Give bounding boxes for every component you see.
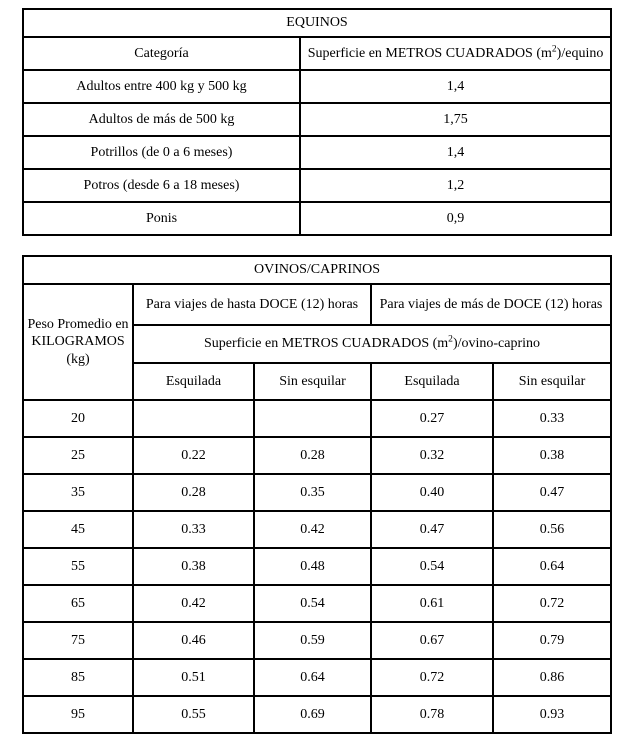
- table-row: [23, 585, 611, 622]
- value-cell: 0.54: [254, 585, 371, 622]
- table-row: [23, 37, 611, 70]
- table-row: [23, 256, 611, 284]
- weight-cell: 45: [23, 511, 133, 548]
- value-cell: 0.38: [133, 548, 254, 585]
- value-cell: 0.54: [371, 548, 493, 585]
- value-cell: 0.69: [254, 696, 371, 733]
- value-cell: 0.32: [371, 437, 493, 474]
- value-cell: 0.27: [371, 400, 493, 437]
- table-row: [23, 136, 611, 169]
- category-cell: Potros (desde 6 a 18 meses): [23, 169, 300, 202]
- equinos-title: EQUINOS: [23, 9, 611, 37]
- surface-cell: 1,2: [300, 169, 611, 202]
- table-row: [23, 103, 611, 136]
- equinos-table: [22, 8, 612, 236]
- weight-cell: 95: [23, 696, 133, 733]
- value-cell: 0.35: [254, 474, 371, 511]
- value-cell: 0.64: [493, 548, 611, 585]
- value-cell: 0.51: [133, 659, 254, 696]
- surface-header-superscript: 2: [448, 334, 453, 345]
- sheared-header-long-cell: Esquilada: [371, 363, 493, 400]
- surface-header-suffix: )/equino: [556, 45, 604, 61]
- value-cell: 0.55: [133, 696, 254, 733]
- category-cell: Ponis: [23, 202, 300, 235]
- surface-header-text: Superficie en METROS CUADRADOS (m: [307, 45, 552, 61]
- value-cell: 0.48: [254, 548, 371, 585]
- value-cell: 0.33: [493, 400, 611, 437]
- table-row: [23, 511, 611, 548]
- trip-short-header-cell: Para viajes de hasta DOCE (12) horas: [133, 284, 371, 325]
- weight-cell: 25: [23, 437, 133, 474]
- trip-long-header-cell: Para viajes de más de DOCE (12) horas: [371, 284, 611, 325]
- table-row: [23, 622, 611, 659]
- table-row: [23, 437, 611, 474]
- value-cell: 0.47: [493, 474, 611, 511]
- value-cell: 0.28: [254, 437, 371, 474]
- table-row: [23, 400, 611, 437]
- table-row: [23, 70, 611, 103]
- category-header-cell: Categoría: [23, 37, 300, 70]
- value-cell: [254, 400, 371, 437]
- surface-header-text: Superficie en METROS CUADRADOS (m: [203, 336, 449, 352]
- value-cell: [133, 400, 254, 437]
- value-cell: 0.93: [493, 696, 611, 733]
- unsheared-header-long-cell: Sin esquilar: [493, 363, 611, 400]
- value-cell: 0.42: [133, 585, 254, 622]
- value-cell: 0.64: [254, 659, 371, 696]
- table-row: [23, 9, 611, 37]
- weight-cell: 65: [23, 585, 133, 622]
- weight-header-cell: Peso Promedio en KILOGRAMOS (kg): [23, 284, 133, 400]
- table-row: [23, 548, 611, 585]
- value-cell: 0.42: [254, 511, 371, 548]
- category-cell: Adultos de más de 500 kg: [23, 103, 300, 136]
- table-row: [23, 284, 611, 325]
- table-row: [23, 696, 611, 733]
- value-cell: 0.38: [493, 437, 611, 474]
- ovinos-caprinos-table: [22, 255, 612, 734]
- value-cell: 0.72: [371, 659, 493, 696]
- value-cell: 0.61: [371, 585, 493, 622]
- category-cell: Potrillos (de 0 a 6 meses): [23, 136, 300, 169]
- surface-header-suffix: )/ovino-caprino: [452, 336, 541, 352]
- weight-cell: 20: [23, 400, 133, 437]
- sheared-header-short-cell: Esquilada: [133, 363, 254, 400]
- weight-cell: 35: [23, 474, 133, 511]
- surface-cell: 0,9: [300, 202, 611, 235]
- value-cell: 0.33: [133, 511, 254, 548]
- table-row: [23, 202, 611, 235]
- table-row: [23, 169, 611, 202]
- table-row: [23, 474, 611, 511]
- surface-cell: 1,75: [300, 103, 611, 136]
- category-cell: Adultos entre 400 kg y 500 kg: [23, 70, 300, 103]
- surface-cell: 1,4: [300, 136, 611, 169]
- value-cell: 0.79: [493, 622, 611, 659]
- value-cell: 0.67: [371, 622, 493, 659]
- surface-header-cell: [133, 325, 611, 363]
- surface-header-superscript: 2: [551, 44, 557, 55]
- surface-header-cell: [300, 37, 611, 70]
- value-cell: 0.78: [371, 696, 493, 733]
- unsheared-header-short-cell: Sin esquilar: [254, 363, 371, 400]
- value-cell: 0.56: [493, 511, 611, 548]
- weight-cell: 75: [23, 622, 133, 659]
- weight-cell: 55: [23, 548, 133, 585]
- table-row: [23, 659, 611, 696]
- value-cell: 0.22: [133, 437, 254, 474]
- ovinos-title: OVINOS/CAPRINOS: [23, 256, 611, 284]
- surface-cell: 1,4: [300, 70, 611, 103]
- value-cell: 0.86: [493, 659, 611, 696]
- weight-cell: 85: [23, 659, 133, 696]
- value-cell: 0.40: [371, 474, 493, 511]
- value-cell: 0.46: [133, 622, 254, 659]
- value-cell: 0.28: [133, 474, 254, 511]
- value-cell: 0.72: [493, 585, 611, 622]
- value-cell: 0.47: [371, 511, 493, 548]
- value-cell: 0.59: [254, 622, 371, 659]
